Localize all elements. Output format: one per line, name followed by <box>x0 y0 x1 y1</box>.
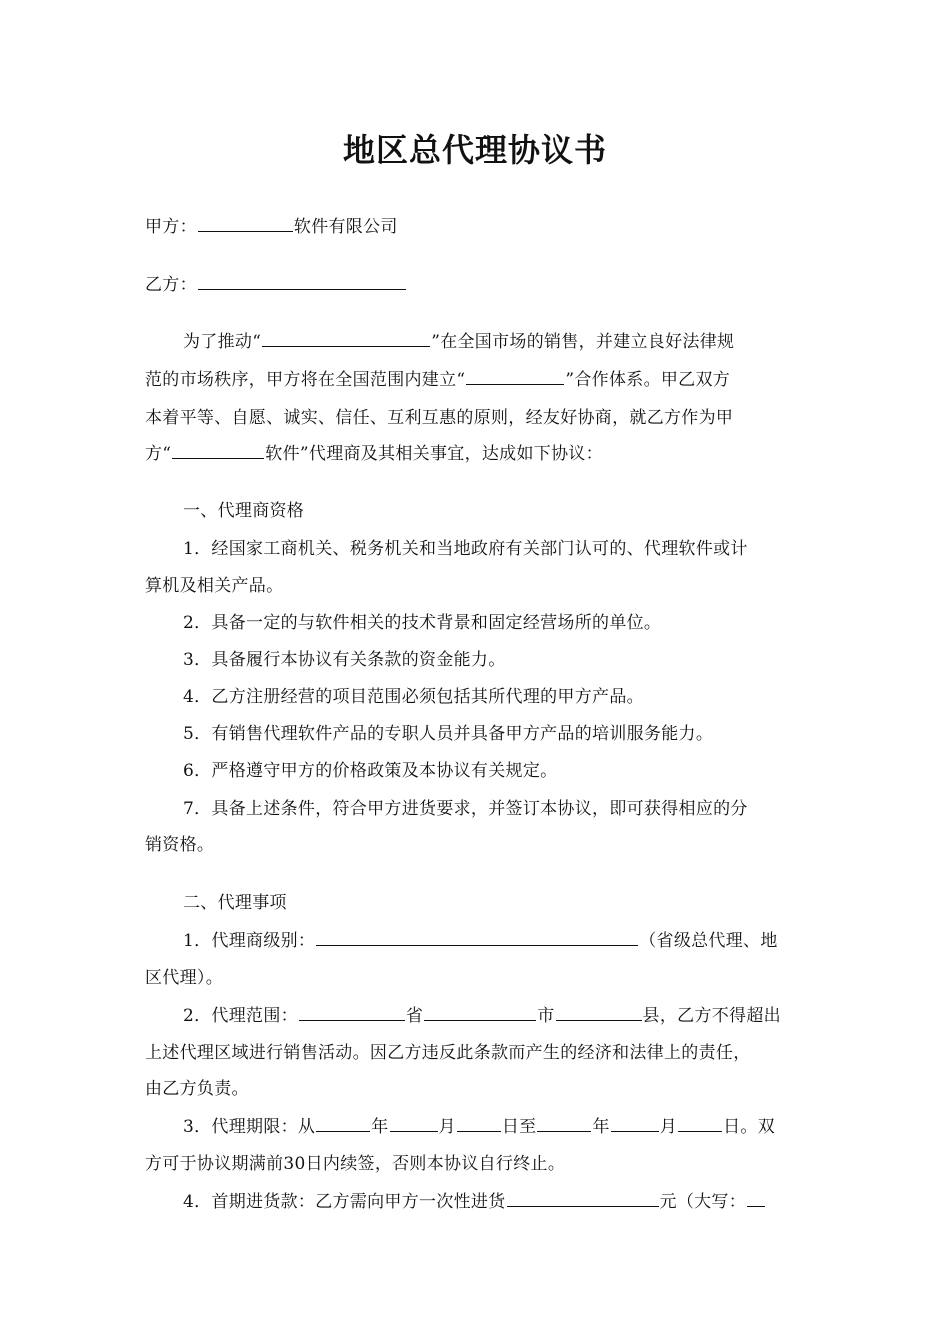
party-b-line <box>145 273 407 297</box>
province-blank <box>299 1004 405 1021</box>
qualification-3: 3．具备履行本协议有关条款的资金能力。 <box>183 650 506 670</box>
agency-level-label: 1．代理商级别： <box>183 931 316 951</box>
county-label: 县，乙方不得超出 <box>642 1006 781 1026</box>
city-blank <box>424 1004 536 1021</box>
section-1-heading: 一、代理商资格 <box>183 501 305 521</box>
software-name-blank <box>172 442 264 459</box>
section-2-heading: 二、代理事项 <box>183 893 287 913</box>
intro-line-1 <box>183 330 734 354</box>
intro-text: 软件”代理商及其相关事宜，达成如下协议： <box>265 444 603 464</box>
year-label: 年 <box>592 1117 610 1137</box>
day-to-label: 日至 <box>501 1117 537 1137</box>
month-label: 月 <box>438 1117 456 1137</box>
end-day-blank <box>678 1115 722 1132</box>
province-label: 省 <box>405 1006 424 1026</box>
document-title: 地区总代理协议书 <box>342 131 607 169</box>
start-day-blank <box>457 1115 501 1132</box>
party-b-blank <box>198 273 406 290</box>
party-a-blank <box>198 215 293 232</box>
day-label: 日。双 <box>723 1117 775 1137</box>
party-b-label: 乙方： <box>145 275 197 295</box>
amount-words-label: 元（大写： <box>659 1192 747 1212</box>
system-name-blank <box>466 368 564 385</box>
intro-line-3: 本着平等、自愿、诚实、信任、互利互惠的原则，经友好协商，就乙方作为甲 <box>145 408 734 428</box>
intro-text: 为了推动“ <box>183 332 262 352</box>
agency-level-options: （省级总代理、地 <box>639 931 778 951</box>
end-month-blank <box>611 1115 659 1132</box>
city-label: 市 <box>537 1006 555 1026</box>
party-a-label: 甲方： <box>145 217 197 237</box>
amount-words-blank <box>747 1190 765 1207</box>
qualification-7: 7．具备上述条件，符合甲方进货要求，并签订本协议，即可获得相应的分 <box>183 799 748 819</box>
end-year-blank <box>537 1115 591 1132</box>
intro-line-2 <box>145 368 730 392</box>
agency-term-label: 3．代理期限：从 <box>183 1117 316 1137</box>
agency-level-cont: 区代理）。 <box>145 968 223 988</box>
start-month-blank <box>390 1115 438 1132</box>
intro-text: 范的市场秩序，甲方将在全国范围内建立“ <box>145 370 466 390</box>
month-label: 月 <box>659 1117 678 1137</box>
agency-scope-line <box>183 1004 781 1028</box>
qualification-7-cont: 销资格。 <box>145 835 215 855</box>
qualification-6: 6．严格遵守甲方的价格政策及本协议有关规定。 <box>183 761 558 781</box>
initial-payment-line <box>183 1190 766 1214</box>
agency-term-cont: 方可于协议期满前30日内续签，否则本协议自行终止。 <box>145 1154 566 1174</box>
party-a-line <box>145 215 398 239</box>
qualification-4: 4．乙方注册经营的项目范围必须包括其所代理的甲方产品。 <box>183 687 644 707</box>
qualification-1: 1．经国家工商机关、税务机关和当地政府有关部门认可的、代理软件或计 <box>183 539 748 559</box>
amount-blank <box>507 1190 659 1207</box>
agency-scope-cont: 上述代理区域进行销售活动。因乙方违反此条款而产生的经济和法律上的责任， <box>145 1043 751 1063</box>
agency-term-line <box>183 1115 775 1139</box>
county-blank <box>556 1004 642 1021</box>
product-name-blank <box>262 330 430 347</box>
start-year-blank <box>316 1115 370 1132</box>
qualification-2: 2．具备一定的与软件相关的技术背景和固定经营场所的单位。 <box>183 613 662 633</box>
intro-line-4 <box>145 442 603 466</box>
year-label: 年 <box>371 1117 389 1137</box>
agency-scope-cont-2: 由乙方负责。 <box>145 1079 249 1099</box>
initial-payment-label: 4．首期进货款：乙方需向甲方一次性进货 <box>183 1192 506 1212</box>
agency-level-blank <box>316 929 638 946</box>
intro-text: ”合作体系。甲乙双方 <box>565 370 731 390</box>
qualification-1-cont: 算机及相关产品。 <box>145 576 284 596</box>
qualification-5: 5．有销售代理软件产品的专职人员并具备甲方产品的培训服务能力。 <box>183 724 714 744</box>
intro-text: 方“ <box>145 444 172 464</box>
intro-text: ”在全国市场的销售，并建立良好法律规 <box>431 332 735 352</box>
agency-level-line <box>183 929 778 953</box>
party-a-suffix: 软件有限公司 <box>293 217 398 237</box>
agency-scope-label: 2．代理范围： <box>183 1006 298 1026</box>
